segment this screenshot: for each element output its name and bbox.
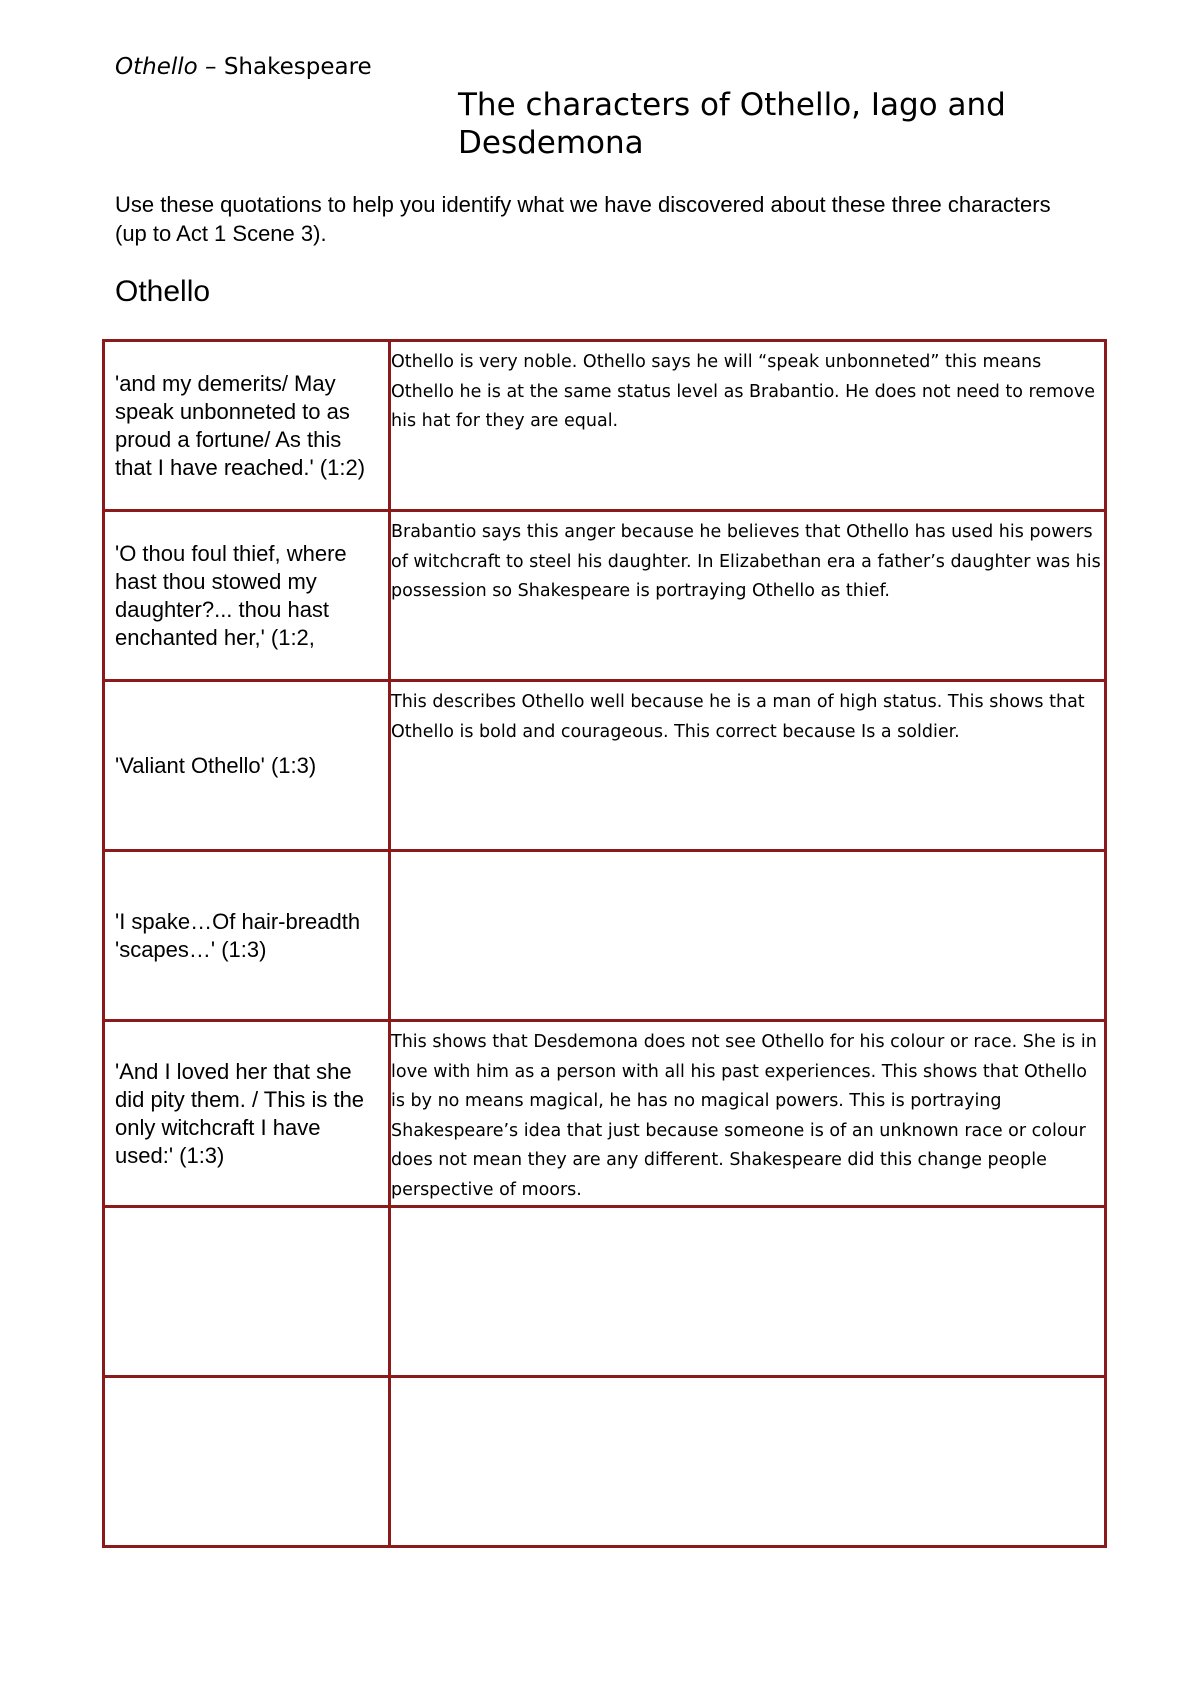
table-row: [104, 1021, 1106, 1207]
instructions-text: Use these quotations to help you identify what we have discovered about these three characters (up to Act 1 Scene 3).: [115, 192, 1051, 246]
table-row: [104, 511, 1106, 681]
quote-cell: 'Valiant Othello' (1:3): [104, 681, 390, 851]
comment-cell[interactable]: This describes Othello well because he is a man of high status. This shows that Othello is bold and courageous. This correct because Is a soldier.: [390, 681, 1106, 851]
table-row: [104, 851, 1106, 1021]
work-title: Othello: [115, 54, 198, 80]
document-header: [115, 54, 372, 80]
quote-cell: 'I spake…Of hair-breadth 'scapes…' (1:3): [104, 851, 390, 1021]
header-separator: –: [197, 54, 224, 80]
quote-cell: 'And I loved her that she did pity them. / This is the only witchcraft I have used:' (1:3): [104, 1021, 390, 1207]
table-row: [104, 1207, 1106, 1377]
quote-cell[interactable]: [104, 1377, 390, 1547]
quote-cell[interactable]: [104, 1207, 390, 1377]
comment-cell[interactable]: This shows that Desdemona does not see Othello for his colour or race. She is in love with him as a person with all his past experiences. This shows that Othello is by no means magical, he has no magical powers. This is portraying Shakespeare’s idea that just because someone is of an unknown race or colour does not mean they are any different. Shakespeare did this change people perspective of moors.: [390, 1021, 1106, 1207]
page-title: The characters of Othello, Iago and Desdemona: [458, 87, 1006, 161]
comment-cell[interactable]: [390, 1207, 1106, 1377]
comment-cell[interactable]: Othello is very noble. Othello says he will “speak unbonneted” this means Othello he is at the same status level as Brabantio. He does not need to remove his hat for they are equal.: [390, 341, 1106, 511]
table-row: [104, 1377, 1106, 1547]
table-row: [104, 681, 1106, 851]
section-heading: Othello: [115, 275, 211, 308]
author-name: Shakespeare: [223, 54, 372, 80]
table-row: [104, 341, 1106, 511]
quote-cell: 'and my demerits/ May speak unbonneted to as proud a fortune/ As this that I have reached.' (1:2): [104, 341, 390, 511]
quotation-table: [102, 339, 1107, 1548]
comment-cell[interactable]: Brabantio says this anger because he believes that Othello has used his powers of witchcraft to steel his daughter. In Elizabethan era a father’s daughter was his possession so Shakespeare is portraying Othello as thief.: [390, 511, 1106, 681]
quote-cell: 'O thou foul thief, where hast thou stowed my daughter?... thou hast enchanted her,' (1:2,: [104, 511, 390, 681]
comment-cell[interactable]: [390, 1377, 1106, 1547]
comment-cell[interactable]: [390, 851, 1106, 1021]
